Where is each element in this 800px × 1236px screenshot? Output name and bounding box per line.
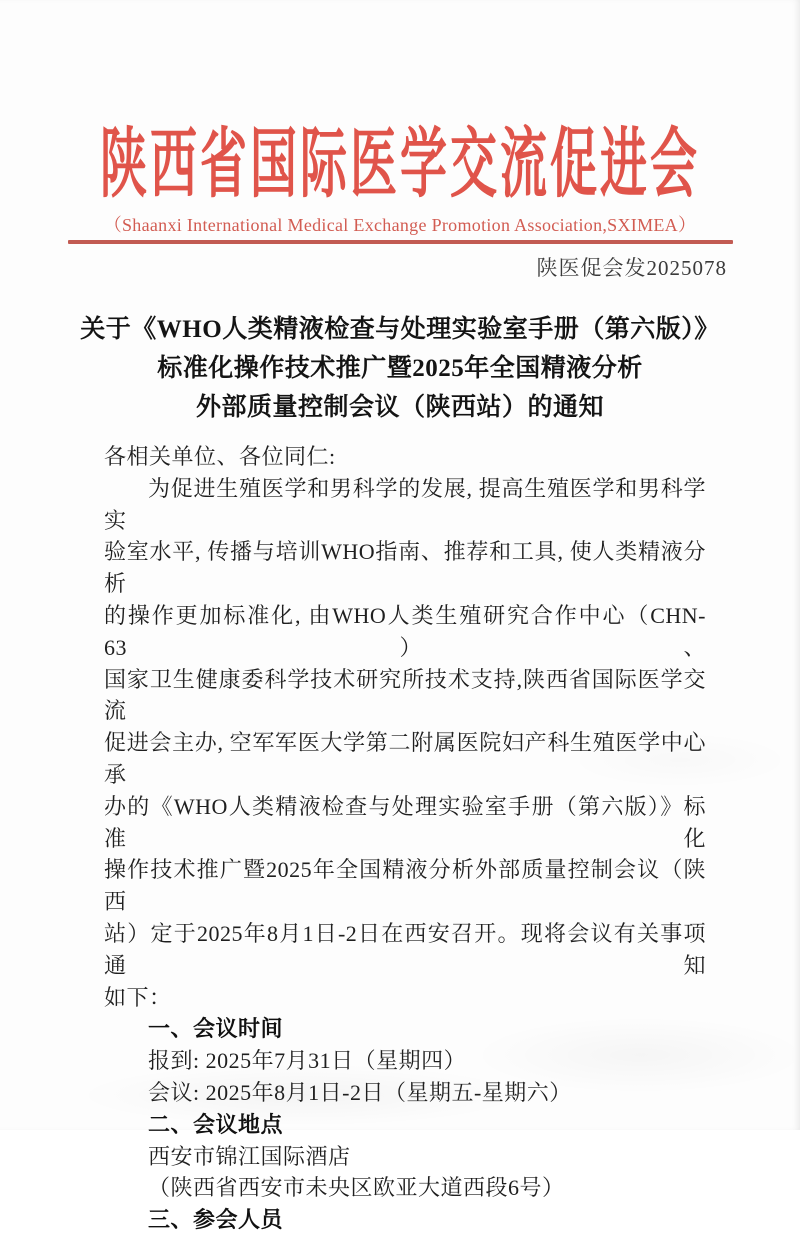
venue-name: 西安市锦江国际酒店: [148, 1143, 351, 1169]
notice-body: [104, 441, 706, 1236]
section-heading-attendees: 三、参会人员: [148, 1207, 284, 1233]
meeting-checkin-date: 报到: 2025年7月31日（星期四）: [148, 1048, 467, 1074]
body-line: 的操作更加标准化, 由WHO人类生殖研究合作中心（CHN-63）、: [104, 602, 706, 660]
salutation: 各相关单位、各位同仁:: [104, 444, 336, 469]
section-heading-meeting-venue: 二、会议地点: [148, 1111, 284, 1137]
meeting-dates: 会议: 2025年8月1日-2日（星期五-星期六）: [148, 1079, 572, 1105]
red-divider-line: [68, 240, 733, 244]
body-line: 如下：: [104, 984, 172, 1010]
body-line: 操作技术推广暨2025年全国精液分析外部质量控制会议（陕西: [104, 857, 706, 915]
body-line: 促进会主办, 空军军医大学第二附属医院妇产科生殖医学中心承: [104, 730, 706, 787]
notice-title-line-2: 标准化操作技术推广暨2025年全国精液分析: [157, 355, 643, 382]
venue-address: （陕西省西安市未央区欧亚大道西段6号）: [148, 1175, 565, 1201]
org-name-chinese: [0, 104, 800, 208]
body-line: 为促进生殖医学和男科学的发展, 提高生殖医学和男科学实: [104, 475, 706, 533]
document-number: 陕医促会发2025078: [536, 256, 727, 280]
body-line: 办的《WHO人类精液检查与处理实验室手册（第六版）》标准化: [104, 793, 706, 851]
body-line: 国家卫生健康委科学技术研究所技术支持,陕西省国际医学交流: [104, 666, 706, 724]
org-name-english: （Shaanxi International Medical Exchange Promotion Association,SXIMEA）: [103, 215, 697, 235]
body-line: 站）定于2025年8月1日-2日在西安召开。现将会议有关事项通知: [104, 920, 706, 978]
notice-title: [0, 310, 800, 427]
org-name-chinese-text: 陕西省国际医学交流促进会: [100, 123, 700, 208]
body-line: 验室水平, 传播与培训WHO指南、推荐和工具, 使人类精液分析: [104, 539, 706, 597]
notice-title-line-3: 外部质量控制会议（陕西站）的通知: [195, 394, 604, 421]
notice-title-line-1: 关于《WHO人类精液检查与处理实验室手册（第六版）》: [80, 316, 720, 343]
section-heading-meeting-time: 一、会议时间: [148, 1016, 284, 1042]
